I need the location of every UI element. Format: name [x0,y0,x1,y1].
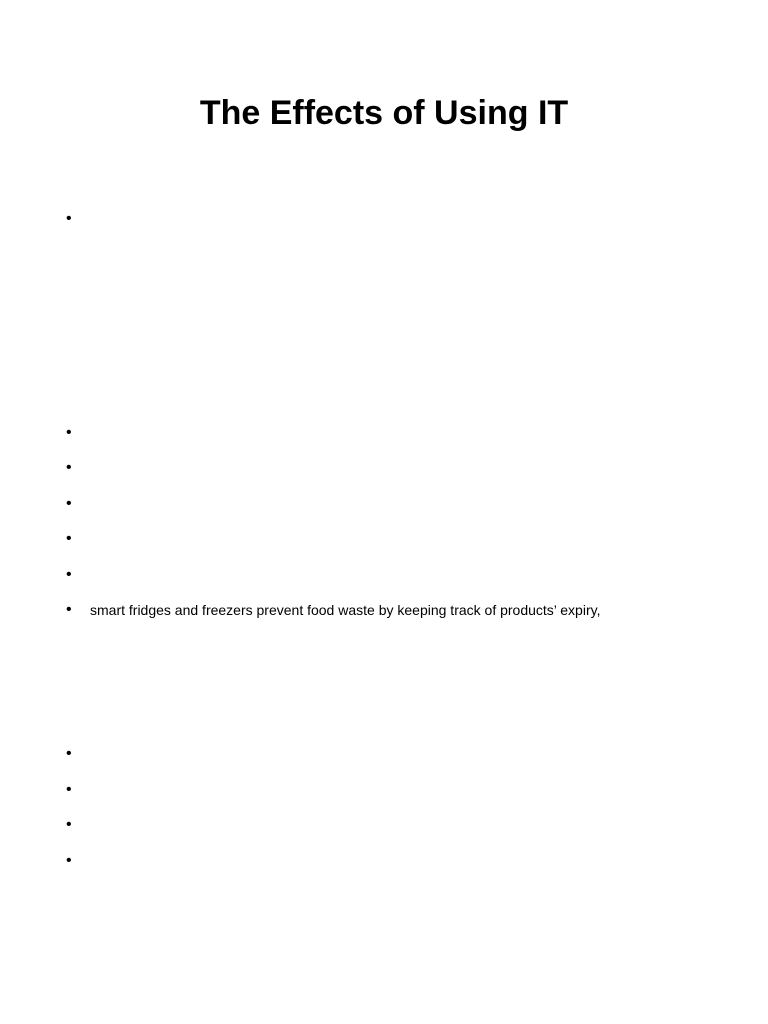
list-item [66,744,746,764]
list-item [66,815,746,835]
list-item [66,494,746,514]
bullet-icon: • [66,745,72,762]
bullet-icon: • [66,566,72,583]
list-item [66,851,746,871]
bullet-icon: • [66,210,72,227]
bullet-icon: • [66,601,72,618]
bullet-icon: • [66,424,72,441]
list-item [66,209,746,229]
list-item [66,423,746,443]
list-item [66,565,746,585]
bullet-icon: • [66,852,72,869]
bullet-icon: • [66,495,72,512]
bullet-icon: • [66,459,72,476]
list-item [66,600,746,620]
list-item [66,529,746,549]
list-item-text: smart fridges and freezers prevent food waste by keeping track of products’ expiry, [90,602,601,618]
list-item [66,780,746,800]
bullet-icon: • [66,816,72,833]
list-item [66,458,746,478]
bullet-icon: • [66,530,72,547]
page-title: The Effects of Using IT [199,94,569,132]
bullet-icon: • [66,781,72,798]
